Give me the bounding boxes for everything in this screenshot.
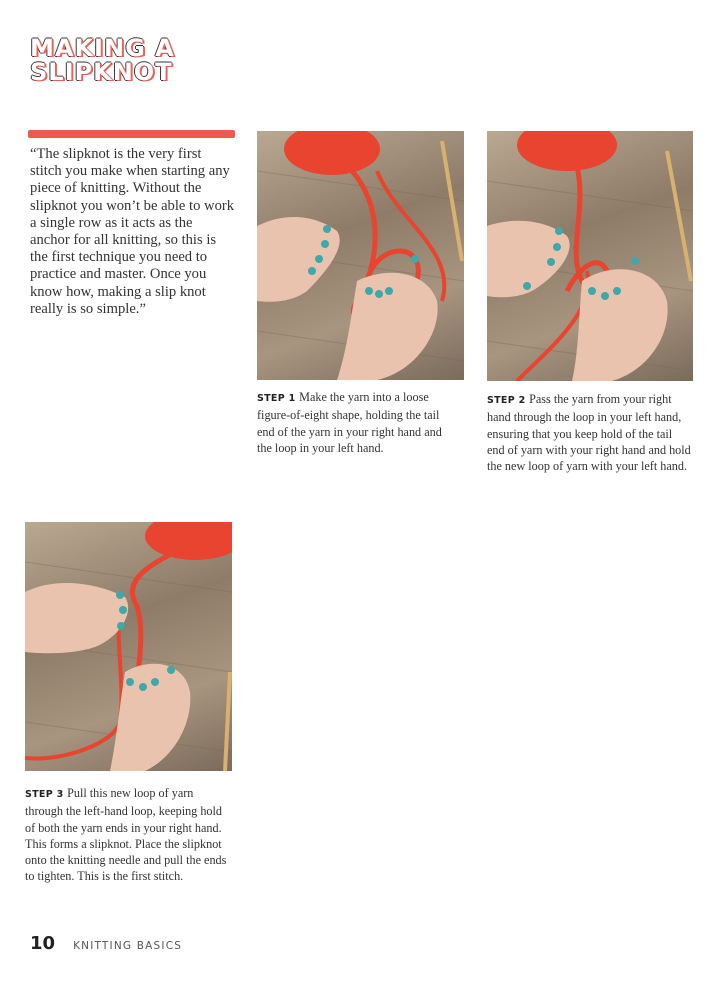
section-title: KNITTING BASICS bbox=[73, 940, 183, 952]
step-2-label: STEP 2 bbox=[487, 395, 530, 406]
step-2-text: Pass the yarn from your right hand through the loop in your left hand, ensuring that you keep hold of the tail end of yarn with your right hand and hold the new loop of yarn with your left hand. bbox=[487, 392, 691, 474]
title-line-1: MAKING A bbox=[30, 34, 175, 62]
step-1-text: Make the yarn into a loose figure-of-eight shape, holding the tail end of the yarn in your right hand and the loop in your left hand. bbox=[257, 390, 442, 455]
step-2-photo bbox=[487, 131, 693, 381]
accent-bar bbox=[28, 130, 235, 138]
step-3-label: STEP 3 bbox=[25, 789, 68, 800]
page-number: 10 bbox=[30, 933, 56, 954]
page-footer bbox=[30, 933, 182, 954]
step-3-caption bbox=[25, 785, 230, 885]
step-2-caption bbox=[487, 391, 692, 474]
intro-quote: “The slipknot is the very first stitch you make when starting any piece of knitting. Without the slipknot you won’t be able to work a single row as it acts as the anchor for all knitting, so this is the first technique you need to practice and master. Once you know how, making a slip knot really is so simple.” bbox=[30, 146, 235, 317]
step-3-text: Pull this new loop of yarn through the left-hand loop, keeping hold of both the yarn ends in your right hand. This forms a slipknot. Place the slipknot onto the knitting needle and pull the ends to tighten. This is the first stitch. bbox=[25, 786, 227, 884]
step-1-caption bbox=[257, 389, 457, 456]
step-1-photo bbox=[257, 131, 464, 380]
step-3-photo bbox=[25, 522, 232, 771]
page-title bbox=[30, 36, 175, 84]
title-line-2: SLIPKNOT bbox=[30, 58, 173, 86]
step-1-label: STEP 1 bbox=[257, 393, 300, 404]
